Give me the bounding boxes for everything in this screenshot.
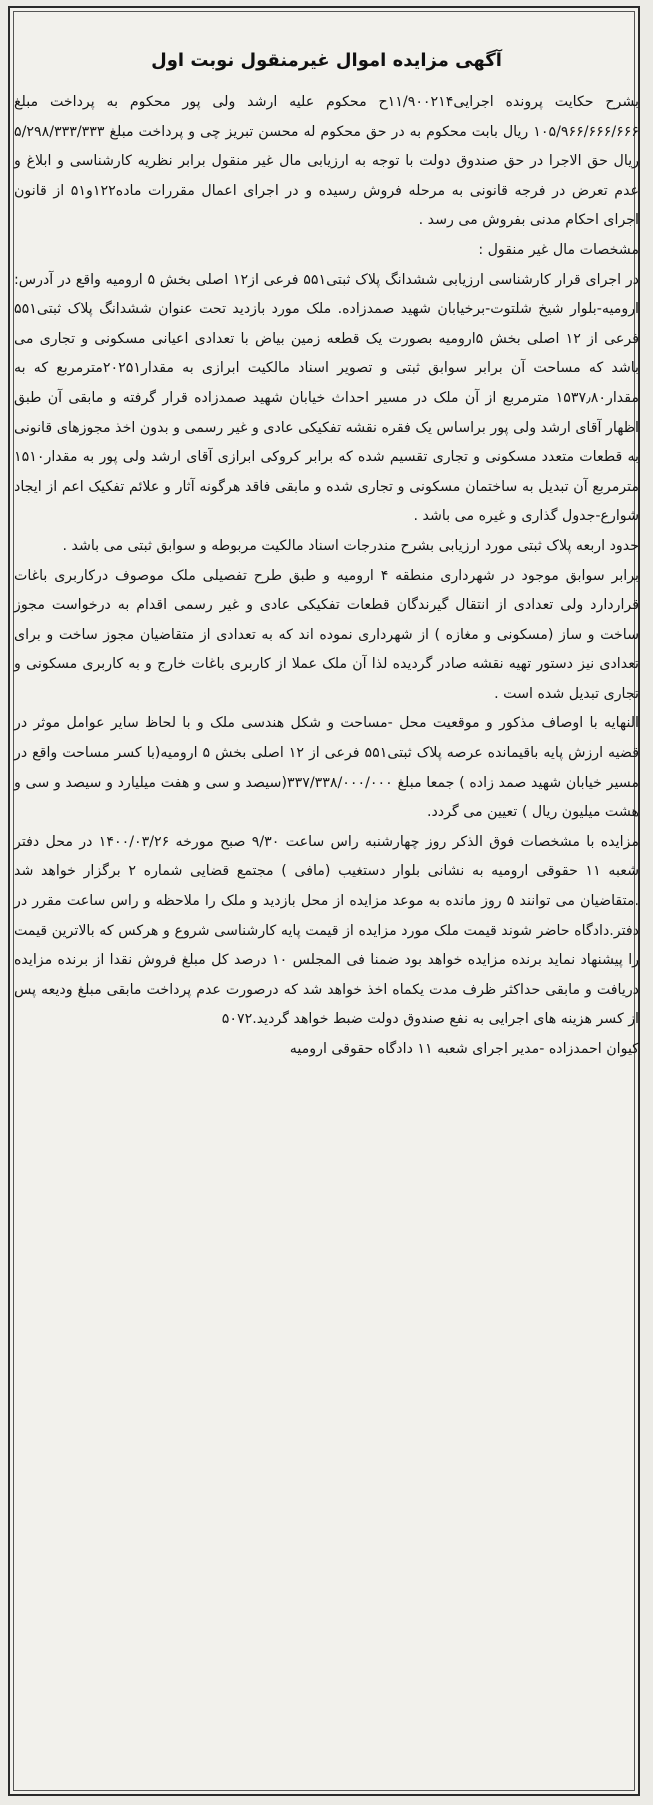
signature-line: کیوان احمدزاده -مدیر اجرای شعبه ۱۱ دادگاه حقوقی ارومیه	[289, 1041, 639, 1057]
boundaries-paragraph: حدود اربعه پلاک ثبتی مورد ارزیابی بشرح مندرجات اسناد مالکیت مربوطه و سوابق ثبتی می باشد .	[62, 537, 639, 554]
notice-title: آگهی مزایده اموال غیرمنقول نوبت اول	[151, 50, 502, 71]
valuation-paragraph: النهایه با اوصاف مذکور و موقعیت محل -مساحت و شکل هندسی ملک و با لحاظ سایر عوامل موثر در قضیه ارزش پایه باقیمانده عرصه پلاک ثبتی۵۵۱ فرعی از ۱۲ اصلی بخش ۵ ارومیه(با کسر مساحت واقع در مسیر خیابان شهید صمد زاده ) جمعا مبلغ ۳۳۷/۳۳۸/۰۰۰/۰۰۰(سیصد و سی و هفت میلیارد و سیصد و سی و هشت میلیون ریال ) تعیین می گردد.	[14, 715, 639, 821]
notice-body	[14, 88, 639, 1065]
case-paragraph: بشرح حکایت پرونده اجرایی۱۱/۹۰۰۲۱۴ح محکوم علیه ارشد ولی پور محکوم به پرداخت مبلغ ۱۰۵/۹۶۶/۶۶۶/۶۶۶ ریال بابت محکوم به در حق محکوم له محسن تبریز چی و پرداخت مبلغ ۵/۲۹۸/۳۳۳/۳۳۳ ریال حق الاجرا در حق صندوق دولت با توجه به ارزیابی مال غیر منقول برابر نظریه کارشناسی و ابلاغ و عدم تعرض در فرجه قانونی به مرحله فروش رسیده و در اجرای اعمال مقررات ماده۱۲۲و۵۱ از قانون اجرای احکام مدنی بفروش می رسد .	[14, 94, 639, 229]
municipality-paragraph: برابر سوابق موجود در شهرداری منطقه ۴ ارومیه و طبق طرح تفصیلی ملک موصوف درکاربری باغات قراردارد ولی تعدادی از انتقال گیرندگان قطعات تفکیکی عادی و غیر رسمی اقدام به درخواست مجوز ساخت و ساز (مسکونی و مغازه ) از شهرداری نموده اند که به تعدادی از متقاضیان مجوز ساخت و برای تعدادی نیز دستور تهیه نقشه صادر گردیده لذا آن ملک عملا از کاربری باغات خارج و به کاربری مسکونی و تجاری تبدیل شده است .	[14, 567, 639, 702]
property-heading: مشخصات مال غیر منقول :	[478, 241, 639, 258]
auction-paragraph: مزایده با مشخصات فوق الذکر روز چهارشنبه راس ساعت ۹/۳۰ صبح مورخه ۱۴۰۰/۰۳/۲۶ در محل دفتر شعبه ۱۱ حقوقی ارومیه به نشانی بلوار دستغیب (مافی ) مجتمع قضایی شماره ۲ برگزار خواهد شد .متقاضیان می توانند ۵ روز مانده به موعد مزایده از محل بازدید و ملک را ملاحظه و راس ساعت مقرر در دفتر.دادگاه حاضر شوند قیمت ملک مورد مزایده از قیمت پایه کارشناسی شروع و هرکس که بالاترین قیمت را پیشنهاد نماید برنده مزایده خواهد بود ضمنا فی المجلس ۱۰ درصد کل مبلغ فروش نقدا از برنده مزایده دریافت و مابقی حداکثر ظرف مدت یکماه اخذ خواهد شد که درصورت عدم پرداخت مابقی مبلغ ودیعه پس از کسر هزینه های اجرایی به نفع صندوق دولت ضبط خواهد گردید.۵۰۷۲	[14, 833, 639, 1028]
property-description: در اجرای قرار کارشناسی ارزیابی ششدانگ پلاک ثبتی۵۵۱ فرعی از۱۲ اصلی بخش ۵ ارومیه واقع در آدرس: ارومیه-بلوار شیخ شلتوت-برخیابان شهید صمدزاده. ملک مورد بازدید تحت عنوان ششدانگ پلاک ثبتی۵۵۱ فرعی از ۱۲ اصلی بخش ۵ارومیه بصورت یک قطعه زمین بیاض با تعدادی اعیانی مسکونی و تجاری می باشد که مساحت آن برابر سوابق ثبتی و تصویر اسناد مالکیت ابرازی به مقدار۲۰۲۵۱مترمربع که به مقدار۱۵۳۷٫۸۰ مترمربع از آن ملک در مسیر احداث خیابان شهید صمدزاده قرار گرفته و مابقی آن طبق اظهار آقای ارشد ولی پور براساس یک فقره نقشه تفکیکی عادی و غیر رسمی و بدون اخذ مجوزهای قانونی به قطعات متعدد مسکونی و تجاری تقسیم شده که برابر کروکی ابرازی آقای ارشد ولی پور به مقدار۱۵۱۰ مترمربع آن تبدیل به ساختمان مسکونی و تجاری شده و مابقی فاقد هرگونه آثار و علائم تفکیک اعم از ایجاد شوارع-جدول گذاری و غیره می باشد .	[14, 271, 639, 525]
